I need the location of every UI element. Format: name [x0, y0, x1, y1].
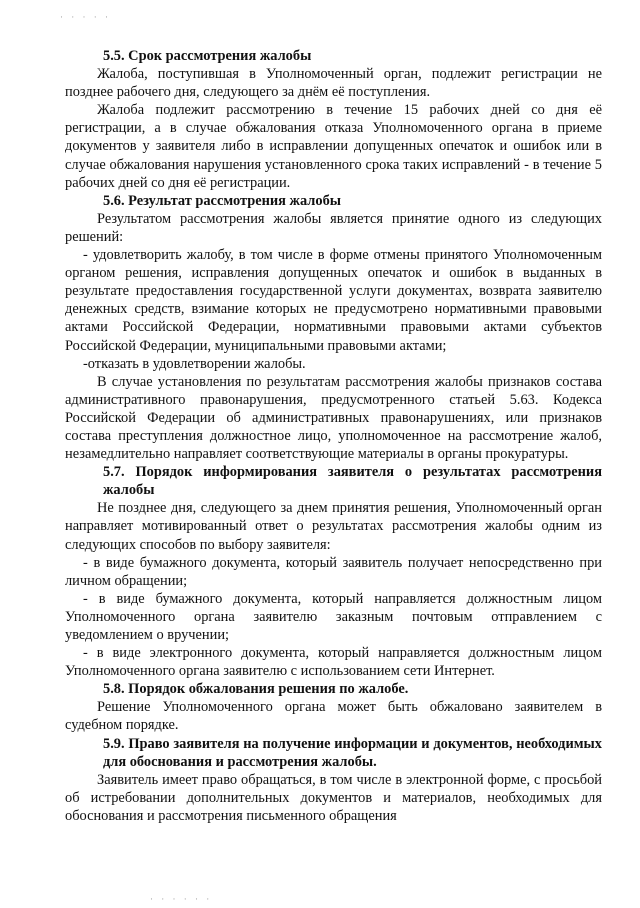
- paragraph-5-5-2: Жалоба подлежит рассмотрению в течение 15 рабочих дней со дня её регистрации, а в случае обжалования отказа Уполномоченного органа в приеме документов у заявителя либо в исправлении допущенных опечаток и ошибок или в случае обжалования нарушения установленного срока таких исправлений - в течение 5 рабочих дней со дня её регистрации.: [65, 102, 602, 191]
- list-item-5-7-paper-personal: - в виде бумажного документа, который заявитель получает непосредственно при личном обращении;: [65, 554, 602, 589]
- section-heading-5-9: 5.9. Право заявителя на получение информации и документов, необходимых для обоснования и рассмотрения жалобы.: [103, 735, 602, 770]
- paragraph-5-7-1: Не позднее дня, следующего за днем принятия решения, Уполномоченный орган направляет мотивированный ответ о результатах рассмотрения жалобы одним из следующих способов по выбору заявителя:: [65, 500, 602, 553]
- paragraph-5-9-1: Заявитель имеет право обращаться, в том числе в электронной форме, с просьбой об истребовании дополнительных документов и материалов, необходимых для обоснования и рассмотрения письменного обращения: [65, 771, 602, 824]
- section-heading-5-6: 5.6. Результат рассмотрения жалобы: [103, 192, 342, 209]
- paragraph-5-6-1: Результатом рассмотрения жалобы является принятие одного из следующих решений:: [65, 210, 602, 245]
- paragraph-5-6-violation: В случае установления по результатам рассмотрения жалобы признаков состава административного правонарушения, предусмотренного статьей 5.63. Кодекса Российской Федерации об административных правонарушениях, или признаков состава преступления должностное лицо, уполномоченное на рассмотрение жалоб, незамедлительно направляет соответствующие материалы в органы прокуратуры.: [65, 373, 602, 463]
- list-item-5-6-refuse: -отказать в удовлетворении жалобы.: [83, 355, 306, 372]
- list-item-5-7-electronic: - в виде электронного документа, который направляется должностным лицом Уполномоченного органа заявителю с использованием сети Интернет.: [65, 645, 602, 680]
- list-item-5-6-satisfy: - удовлетворить жалобу, в том числе в форме отмены принятого Уполномоченным органом решения, исправления допущенных опечаток и ошибок в выданных в результате предоставления государственной услуги документах, возврата заявителю денежных средств, взимание которых не предусмотрено нормативными правовыми актами Российской Федерации, нормативными правовыми актами субъектов Российской Федерации, муниципальными правовыми актами;: [65, 247, 602, 354]
- paragraph-5-8-1: Решение Уполномоченного органа может быть обжаловано заявителем в судебном порядке.: [65, 699, 602, 734]
- section-heading-5-7: 5.7. Порядок информирования заявителя о результатах рассмотрения жалобы: [103, 464, 602, 499]
- scan-noise-bottom: · · · · · ·: [150, 894, 213, 904]
- section-heading-5-8: 5.8. Порядок обжалования решения по жалобе.: [103, 681, 409, 698]
- paragraph-5-5-1: Жалоба, поступившая в Уполномоченный орган, подлежит регистрации не позднее рабочего дня, следующего за днём её поступления.: [65, 66, 602, 101]
- list-item-5-7-paper-mail: - в виде бумажного документа, который направляется должностным лицом Уполномоченного органа заявителю заказным почтовым отправлением с уведомлением о вручении;: [65, 590, 602, 643]
- section-heading-5-5: 5.5. Срок рассмотрения жалобы: [103, 48, 312, 64]
- scan-noise: · · · · ·: [60, 12, 111, 22]
